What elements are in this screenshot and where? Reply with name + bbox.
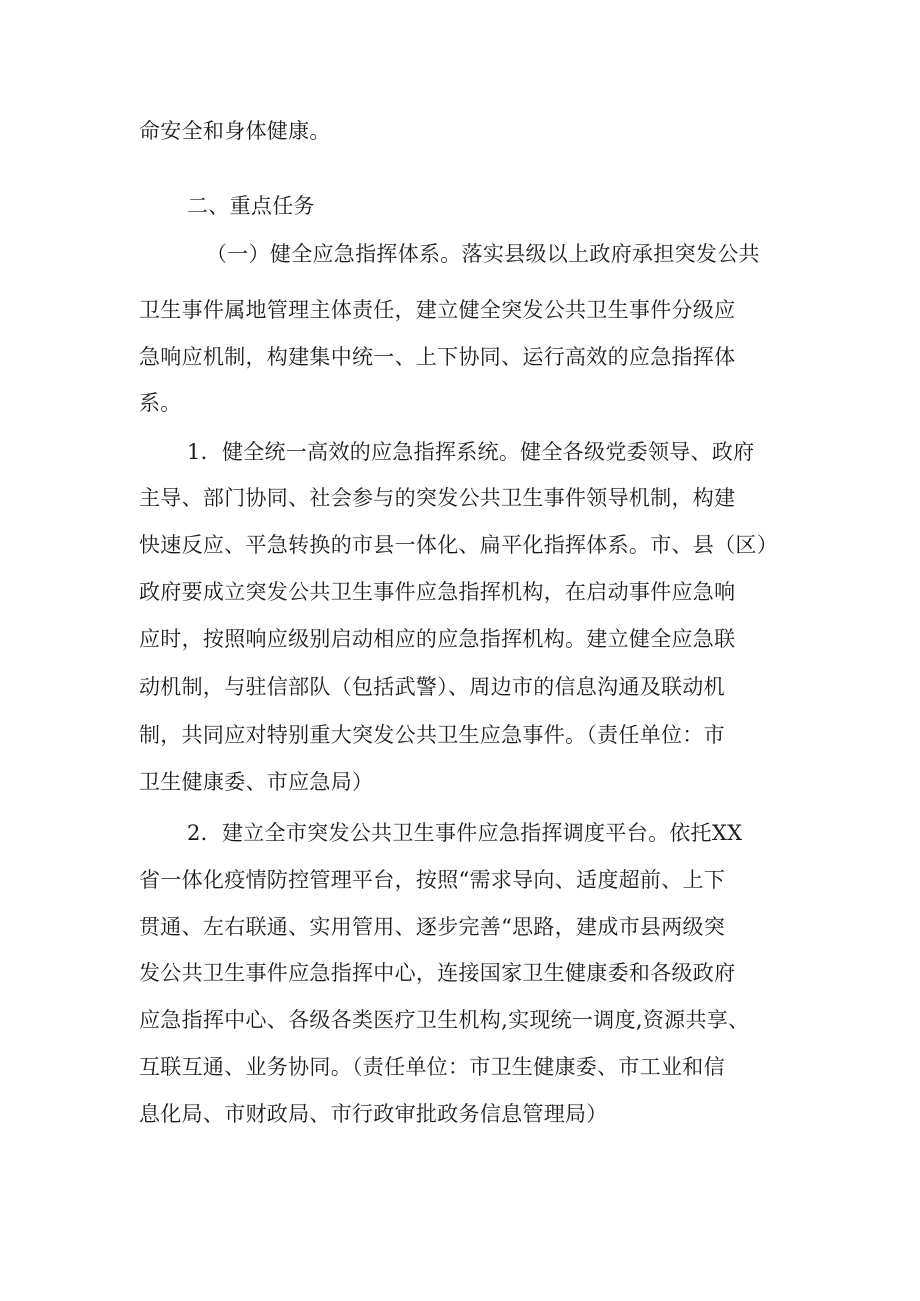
text-line: 卫生事件属地管理主体责任，建立健全突发公共卫生事件分级应 <box>139 298 736 322</box>
paragraph-start: 1．健全统一高效的应急指挥系统。健全各级党委领导、政府 <box>187 440 755 464</box>
text-line: 命安全和身体健康。 <box>139 119 331 143</box>
text-line: 急响应机制，构建集中统一、上下协同、运行高效的应急指挥体 <box>139 345 736 369</box>
text-line: 动机制，与驻信部队（包括武警）、周边市的信息沟通及联动机 <box>139 675 725 699</box>
text-line: 政府要成立突发公共卫生事件应急指挥机构，在启动事件应急响 <box>139 580 736 604</box>
text-line: 息化局、市财政局、市行政审批政务信息管理局） <box>139 1102 608 1126</box>
text-line: 发公共卫生事件应急指挥中心，连接国家卫生健康委和各级政府 <box>139 961 736 985</box>
text-line: 互联互通、业务协同。（责任单位：市卫生健康委、市工业和信 <box>139 1055 725 1079</box>
section-heading: 二、重点任务 <box>187 194 315 218</box>
text-line: 系。 <box>139 391 182 415</box>
text-line: 制，共同应对特别重大突发公共卫生应急事件。（责任单位：市 <box>139 723 725 747</box>
text-line: 应急指挥中心、各级各类医疗卫生机构,实现统一调度,资源共享、 <box>139 1008 750 1032</box>
subsection-heading: （一）健全应急指挥体系。落实县级以上政府承担突发公共 <box>206 242 760 266</box>
text-line: 快速反应、平急转换的市县一体化、扁平化指挥体系。市、县（区） <box>139 533 778 557</box>
text-line: 主导、部门协同、社会参与的突发公共卫生事件领导机制，构建 <box>139 486 736 510</box>
text-line: 应时，按照响应级别启动相应的应急指挥机构。建立健全应急联 <box>139 627 736 651</box>
text-line: 卫生健康委、市应急局） <box>139 770 374 794</box>
text-line: 贯通、左右联通、实用管用、逐步完善“思路，建成市县两级突 <box>139 915 726 939</box>
text-line: 省一体化疫情防控管理平台，按照“需求导向、适度超前、上下 <box>139 868 726 892</box>
paragraph-start: 2．建立全市突发公共卫生事件应急指挥调度平台。依托XX <box>187 821 743 845</box>
